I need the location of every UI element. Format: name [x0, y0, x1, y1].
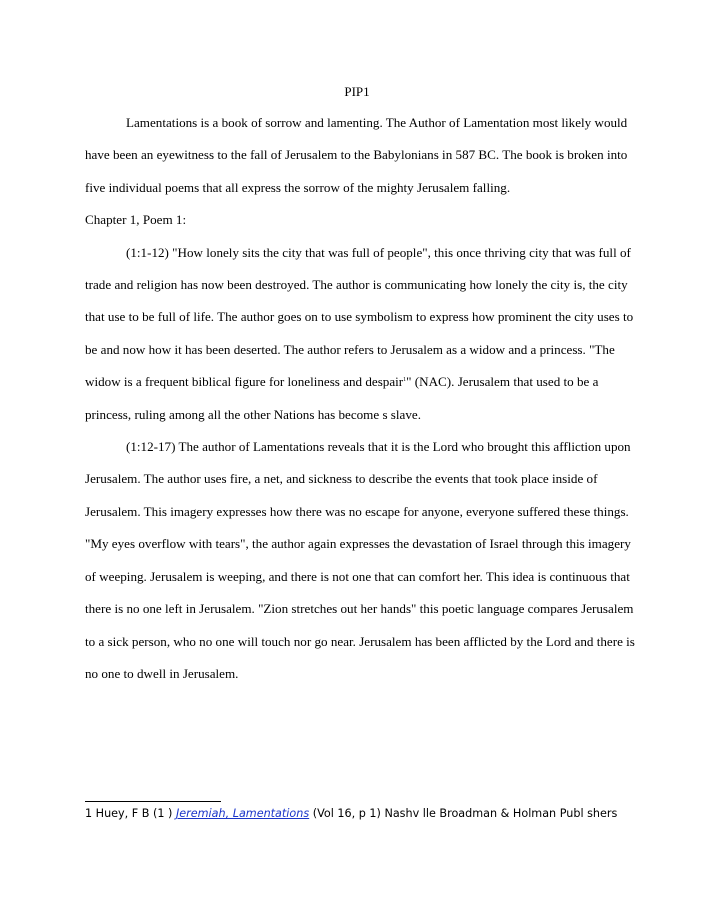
intro-paragraph: Lamentations is a book of sorrow and lamenting. The Author of Lamentation most likely would have been an eyewitness to the fall of Jerusalem to the Babylonians in 587 BC. The book is broken into five individual poems that all express the sorrow of the mighty Jerusalem falling.: [85, 115, 628, 195]
footnote-prefix: 1 Huey, F B (1 ): [85, 807, 176, 820]
poem1-paragraph-1: [85, 237, 635, 431]
paragraph-text: (1:1-12) "How lonely sits the city that was full of people", this once thriving city that was full of trade and religion has now been destroyed. The author is communicating how lonely the city is, the city that use to be full of life. The author goes on to use symbolism to express how prominent the city uses to be and now how it has been deserted. The author refers to Jerusalem as a widow and a princess. "The widow is a frequent biblical figure for loneliness and despair: [85, 244, 634, 390]
footnote-reference[interactable]: 1: [403, 377, 407, 384]
paragraph-text: " (NAC). Jerusalem that used to be a princess, ruling among all the other Nations has become s slave.: [85, 374, 599, 422]
poem1-paragraph-2: (1:12-17) The author of Lamentations reveals that it is the Lord who brought this affliction upon Jerusalem. The author uses fire, a net, and sickness to describe the events that took place inside of Jerusalem. This imagery expresses how there was no escape for anyone, everyone suffered these things. "My eyes overflow with tears", the author again expresses the devastation of Israel through this imagery of weeping. Jerusalem is weeping, and there is not one that can comfort her. This idea is continuous that there is no one left in Jerusalem. "Zion stretches out her hands" this poetic language compares Jerusalem to a sick person, who no one will touch nor go near. Jerusalem has been afflicted by the Lord and there is no one to dwell in Jerusalem.: [85, 439, 635, 681]
chapter-heading: Chapter 1, Poem 1:: [85, 212, 187, 228]
running-head: PIP1: [344, 84, 370, 99]
body-text: [85, 107, 635, 690]
footnote-title-link[interactable]: Jeremiah, Lamentations: [175, 807, 310, 820]
footnote: [85, 806, 630, 823]
footnote-separator: [85, 801, 221, 802]
footnote-suffix: (Vol 16, p 1) Nashv lle Broadman & Holman Publ shers: [309, 807, 618, 820]
